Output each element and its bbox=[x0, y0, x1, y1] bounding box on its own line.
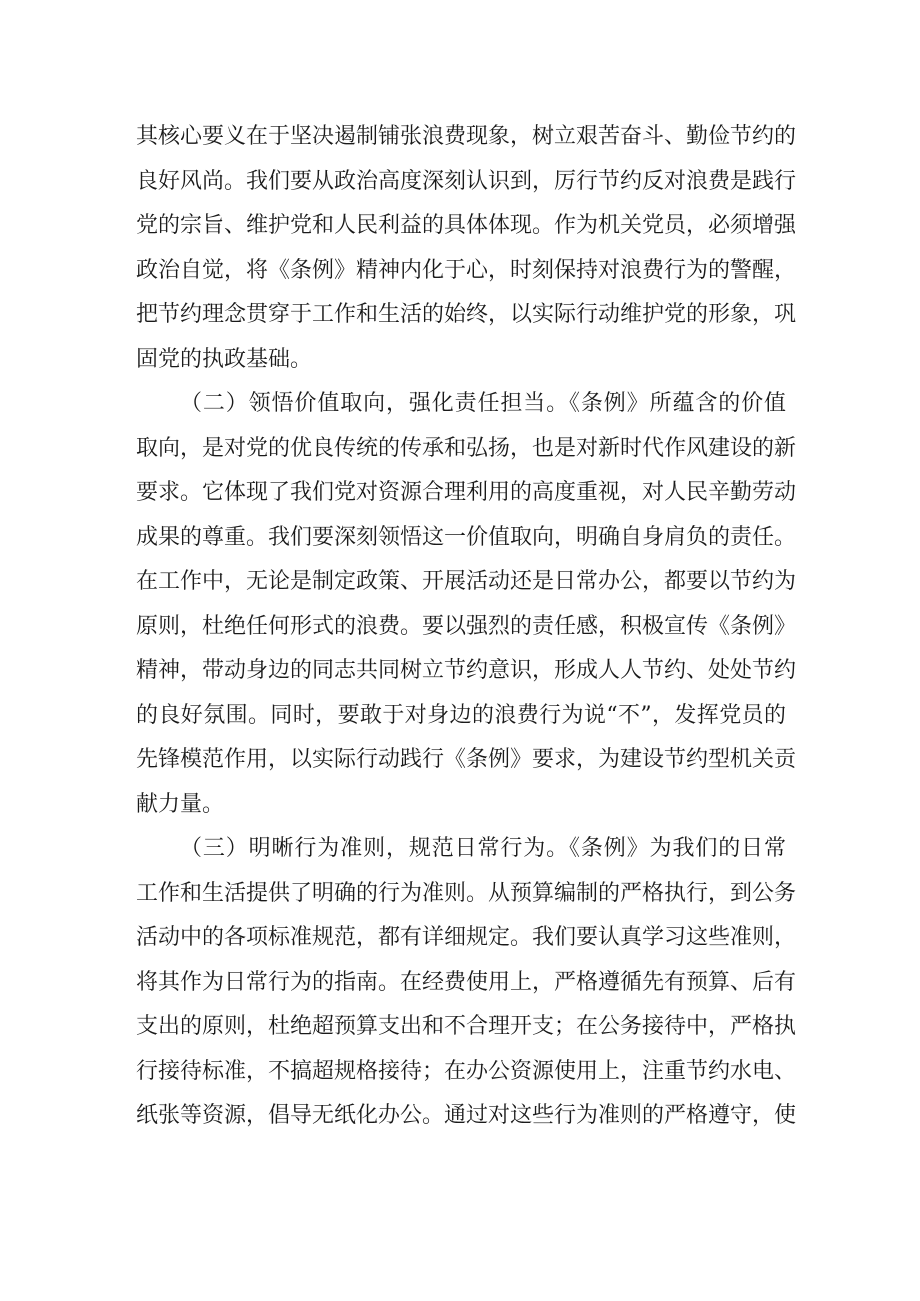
text-line: 把节约理念贯穿于工作和生活的始终，以实际行动维护党的形象，巩 bbox=[136, 302, 797, 327]
text-line: 先锋模范作用，以实际行动践行《条例》要求，为建设节约型机关贡 bbox=[136, 747, 797, 772]
text-line: 原则，杜绝任何形式的浪费。要以强烈的责任感，积极宣传《条例》 bbox=[136, 613, 797, 639]
text-line: 的良好氛围。同时，要敢于对身边的浪费行为说“不”，发挥党员的 bbox=[136, 702, 786, 728]
text-line: 固党的执政基础。 bbox=[136, 346, 313, 372]
text-line: 党的宗旨、维护党和人民利益的具体体现。作为机关党员，必须增强 bbox=[136, 213, 797, 238]
document-body bbox=[136, 115, 797, 1139]
text-line: 良好风尚。我们要从政治高度深刻认识到，厉行节约反对浪费是践行 bbox=[136, 168, 797, 194]
text-line: 支出的原则，杜绝超预算支出和不合理开支；在公务接待中，严格执 bbox=[136, 1014, 797, 1039]
text-line: 其核心要义在于坚决遏制铺张浪费现象，树立艰苦奋斗、勤俭节约的 bbox=[136, 124, 797, 149]
text-line: 纸张等资源，倡导无纸化办公。通过对这些行为准则的严格遵守，使 bbox=[136, 1103, 797, 1128]
text-line: 取向，是对党的优良传统的传承和弘扬，也是对新时代作风建设的新 bbox=[136, 435, 797, 461]
text-line: （二）领悟价值取向，强化责任担当。《条例》所蕴含的价值 bbox=[180, 391, 786, 416]
text-line: 工作和生活提供了明确的行为准则。从预算编制的严格执行，到公务 bbox=[136, 880, 797, 906]
text-line: 成果的尊重。我们要深刻领悟这一价值取向，明确自身肩负的责任。 bbox=[136, 524, 797, 550]
text-line: 活动中的各项标准规范，都有详细规定。我们要认真学习这些准则， bbox=[136, 925, 797, 950]
text-line: 在工作中，无论是制定政策、开展活动还是日常办公，都要以节约为 bbox=[136, 569, 797, 594]
text-line: 献力量。 bbox=[136, 791, 225, 817]
text-line: 将其作为日常行为的指南。在经费使用上，严格遵循先有预算、后有 bbox=[136, 969, 797, 995]
text-line: 政治自觉，将《条例》精神内化于心，时刻保持对浪费行为的警醒， bbox=[136, 257, 797, 283]
text-line: 精神，带动身边的同志共同树立节约意识，形成人人节约、处处节约 bbox=[136, 658, 797, 683]
text-line: 要求。它体现了我们党对资源合理利用的高度重视，对人民辛勤劳动 bbox=[136, 480, 797, 505]
text-line: 行接待标准，不搞超规格接待；在办公资源使用上，注重节约水电、 bbox=[136, 1058, 797, 1084]
text-line: （三）明晰行为准则，规范日常行为。《条例》为我们的日常 bbox=[180, 836, 786, 861]
